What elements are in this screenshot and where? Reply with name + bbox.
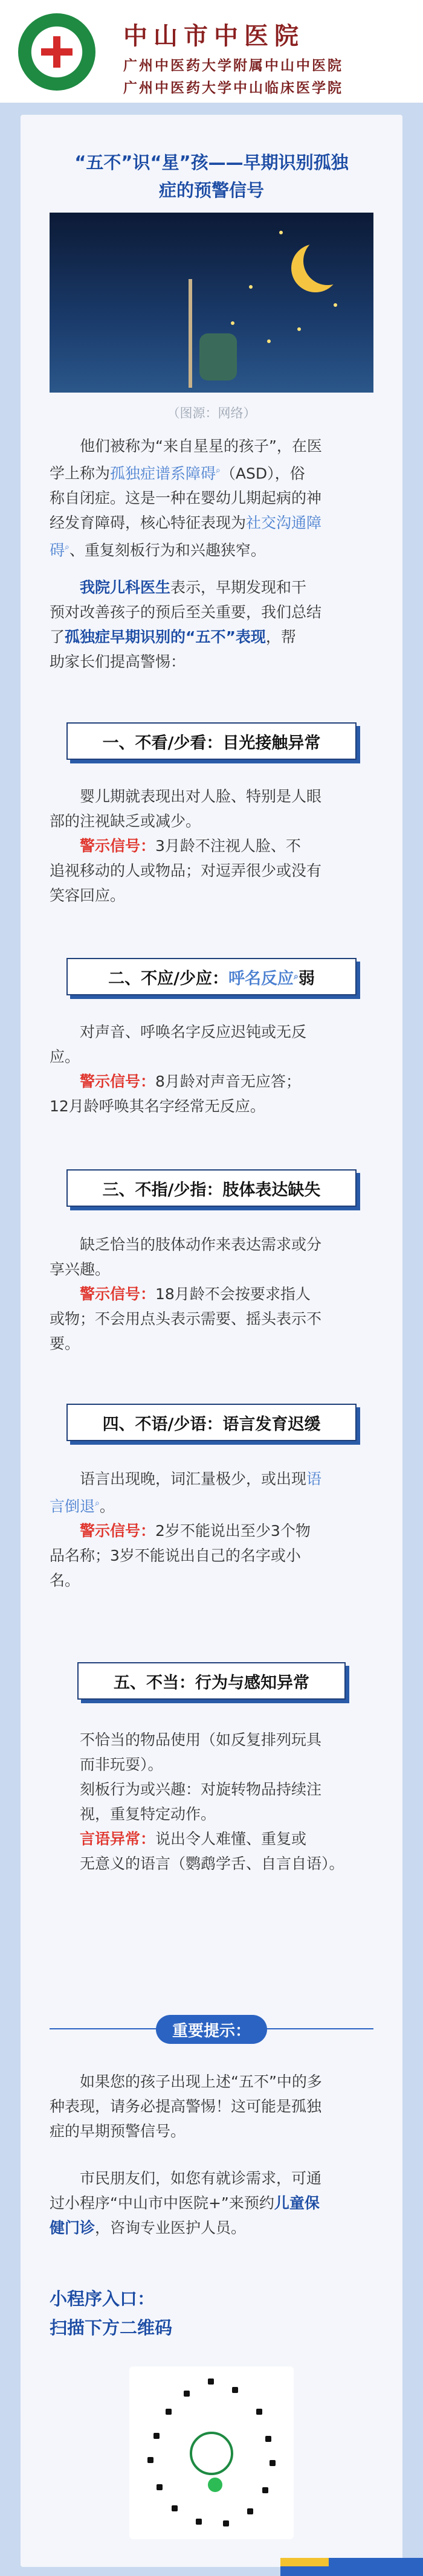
cross-icon [41,36,73,68]
section-heading-2: 二、不应/少应： 呼名反应 ⌕ 弱 [66,958,357,995]
footer-ribbon-accent [280,2558,329,2566]
section-4-body: 语言出现晚，词汇量极少，或出现语 言倒退⌕。 警示信号：2岁不能说出至少3个物 品名称；3岁不能说出自己的名字或小 名。 [50,1470,322,1590]
tips-paragraph-2: 市民朋友们，如您有就诊需求，可通 过小程序“中山市中医院+”来预约儿童保 健门诊，咨询专业医护人员。 [50,2170,322,2237]
search-icon[interactable]: ⌕ [95,1498,100,1508]
image-caption: （图源：网络） [167,406,256,420]
hospital-subtitle-2: 广州中医药大学中山临床医学院 [123,80,343,96]
section-3-body: 缺乏恰当的肢体动作来表达需求或分 享兴趣。 警示信号：18月龄不会按要求指人 或物；不会用点头表示需要、摇头表示不 要。 [50,1236,322,1352]
language-regression-link[interactable]: 言倒退 [50,1497,95,1515]
social-disorder-link[interactable]: 社交沟通障 [246,514,322,532]
moon-icon [303,237,352,285]
section-heading-3: 三、不指/少指：肢体表达缺失 [66,1169,357,1207]
article-title: “五不”识“星”孩——早期识别孤独 症的预警信号 [74,152,349,201]
section-heading-4: 四、不语/少语：语言发育迟缓 [66,1404,357,1441]
article-banner-image [50,213,373,393]
child-health-clinic-link[interactable]: 儿童保 [274,2194,320,2212]
intro-paragraph-2: 我院儿科医生表示，早期发现和干 预对改善孩子的预后至关重要，我们总结 了孤独症早期识别的“五不”表现，帮 助家长们提高警惕： [50,579,322,670]
hospital-name: 中山市中医院 [123,22,305,50]
mini-program-label: 小程序入口： [50,2289,155,2309]
tips-badge: 重要提示： [156,2015,267,2044]
search-icon[interactable]: ⌕ [294,972,299,981]
mini-program-icon [208,2478,222,2492]
hospital-header [0,0,423,103]
section-5-body: 不恰当的物品使用（如反复排列玩具 而非玩耍）。 刻板行为或兴趣：对旋转物品持续注 视，重复特定动作。 言语异常：说出令人难懂、重复或 无意义的语言（鹦鹉学舌、自言自语）。 [80,1731,344,1872]
section-1-body: 婴儿期就表现出对人脸、特别是人眼 部的注视缺乏或减少。 警示信号：3月龄不注视人脸、不 追视移动的人或物品；对逗弄很少或没有 笑容回应。 [50,788,322,904]
intro-paragraph-1: 他们被称为“来自星星的孩子”，在医 学上称为孤独症谱系障碍⌕（ASD），俗 称自闭症。这是一种在婴幼儿期起病的神 经发育障碍，核心特征表现为社交沟通障 碍⌕、重复刻板行为和兴趣狭窄。 [50,437,322,559]
section-2-body: 对声音、呼唤名字反应迟钝或无反 应。 警示信号：8月龄对声音无应答； 12月龄呼唤其名字经常无反应。 [50,1023,307,1115]
section-heading-1: 一、不看/少看：目光接触异常 [66,722,357,760]
hospital-subtitle-1: 广州中医药大学附属中山中医院 [123,57,343,74]
qr-logo [190,2432,233,2475]
firefly-jar-icon [199,333,237,381]
mini-program-qr-code[interactable] [129,2366,294,2539]
search-icon[interactable]: ⌕ [65,542,69,553]
tree-icon [189,279,192,388]
section-heading-5: 五、不当：行为与感知异常 [77,1662,346,1700]
tips-paragraph-1: 如果您的孩子出现上述“五不”中的多 种表现，请务必提高警惕！这可能是孤独 症的早期预警信号。 [50,2073,322,2140]
scan-qr-label: 扫描下方二维码 [50,2317,173,2338]
asd-term-link[interactable]: 孤独症谱系障碍 [110,464,216,483]
search-icon[interactable]: ⌕ [216,466,221,475]
name-response-link[interactable]: 呼名反应 [228,969,294,988]
hospital-logo [18,13,95,91]
